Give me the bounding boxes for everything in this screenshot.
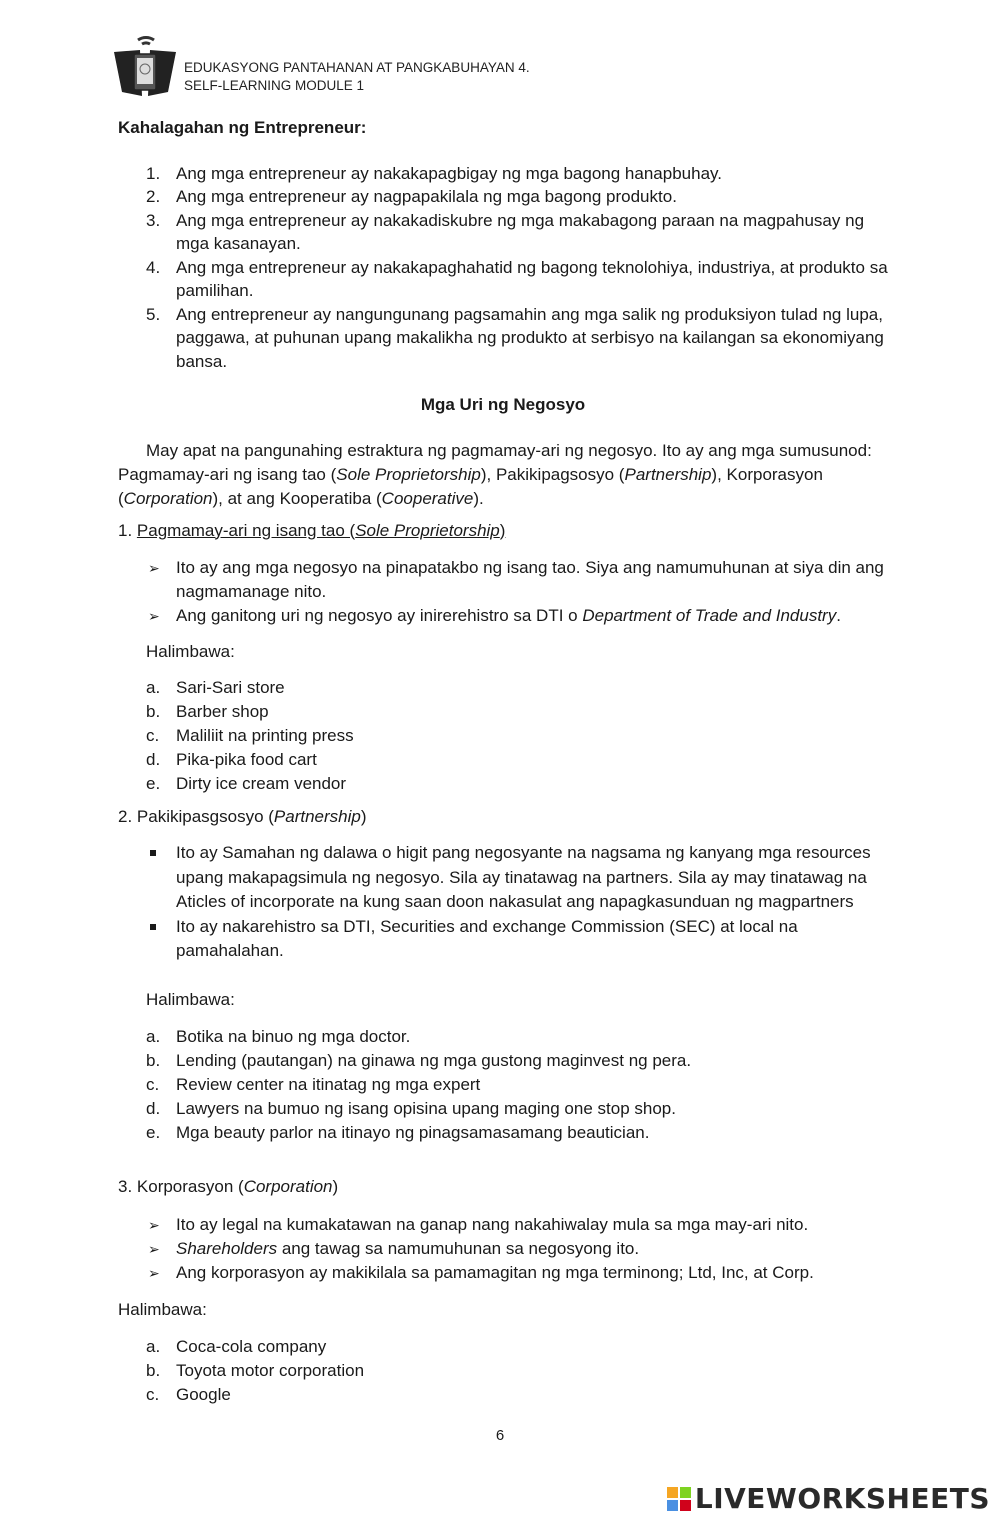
partnership-example-text: Lawyers na bumuo ng isang opisina upang maging one stop shop. [176,1099,676,1119]
sole-bullet-1 [118,556,888,604]
sole-examples [118,676,888,797]
corporation-bullets [118,1213,888,1285]
sole-example-text: Pika-pika food cart [176,750,317,770]
corporation-bullet-3 [118,1261,888,1285]
partnership-example-text: Lending (pautangan) na ginawa ng mga gustong maginvest ng pera. [176,1051,692,1071]
sole-example-text: Dirty ice cream vendor [176,774,347,794]
sole-heading-text: Pagmamay-ari ng isang tao ( [136,520,356,540]
module-header [184,59,530,95]
corporation-heading-text: 3. Korporasyon ( [118,1177,244,1197]
sole-example-marker: a. [146,677,161,697]
sole-example-text: Barber shop [176,701,269,721]
importance-item [118,209,888,256]
importance-text: Ang mga entrepreneur ay nakakadiskubre ng mga makabagong paraan na magpahusay ng mga kasanayan. [176,210,865,253]
partnership-bullet-1 [118,841,888,915]
corporation-bullet-1-text: Ito ay legal na kumakatawan na ganap nang nakahiwalay mula sa mga may-ari nito. [176,1214,809,1234]
intro-text-4: ), at ang Kooperatiba ( [212,488,382,508]
partnership-bullets [118,841,888,964]
importance-text: Ang entrepreneur ay nangungunang pagsamahin ang mga salik ng produksiyon tulad ng lupa, paggawa, at puhunan upang makalikha ng produkto at serbisyo na kailangan sa ekonomiyang bansa. [176,304,884,371]
corporation-example-marker: c. [146,1385,160,1405]
sole-heading [118,519,888,543]
partnership-examples [118,1025,888,1145]
types-intro [118,439,888,511]
partnership-example-item [118,1049,888,1073]
corporation-example-text: Coca-cola company [176,1337,327,1357]
square-bullet-icon [150,850,156,856]
intro-text-3: ), Korporasyon ( [118,464,823,508]
module-logo-icon [112,30,180,100]
corporation-example-text: Toyota motor corporation [176,1361,365,1381]
sole-example-marker: d. [146,750,161,770]
types-title: Mga Uri ng Negosyo [420,395,586,414]
partnership-heading-italic: Partnership [273,806,361,826]
partnership-bullet-1-text: Ito ay Samahan ng dalawa o higit pang negosyante na nagsama ng kanyang mga resources upang makapagsimula ng negosyo. Sila ay tinatawag na partners. Sila ay may tinatawag na Aticles of incorporate na kung saan doon nakasulat ang napagkasunduan ng magpartners [176,843,871,912]
corporation-heading [118,1175,888,1199]
partnership-example-item [118,1073,888,1097]
importance-title: Kahalagahan ng Entrepreneur: [118,118,367,137]
partnership-examples-label: Halimbawa: [146,989,235,1009]
sole-bullet-2-italic: Department of Trade and Industry [582,606,837,625]
importance-item [118,162,888,186]
header-line-2: SELF-LEARNING MODULE 1 [184,78,365,93]
arrow-bullet-icon: ➢ [148,560,160,576]
sole-heading-close: ) [499,520,506,540]
partnership-example-item [118,1097,888,1121]
sole-example-item [118,748,888,772]
partnership-heading [118,805,888,829]
intro-text-5: ). [473,488,484,508]
intro-partnership: Partnership [624,464,712,484]
intro-text-2: ), Pakikipagsosyo ( [480,464,625,484]
sole-bullet-1-text: Ito ay ang mga negosyo na pinapatakbo ng isang tao. Siya ang namumuhunan at siya din ang nagmamanage nito. [176,558,884,601]
importance-marker: 3. [146,210,161,230]
importance-item [118,185,888,209]
sole-bullet-2-end: . [836,606,841,625]
sole-example-item [118,676,888,700]
arrow-bullet-icon: ➢ [148,1264,160,1281]
corporation-examples [118,1335,888,1407]
arrow-bullet-icon: ➢ [148,608,160,624]
sole-example-item [118,724,888,748]
sole-example-marker: c. [146,725,160,745]
importance-text: Ang mga entrepreneur ay nakakapagbigay ng mga bagong hanapbuhay. [176,163,722,183]
intro-text-1: May apat na pangunahing estraktura ng pagmamay-ari ng negosyo. Ito ay ang mga sumusunod: Pagmamay-ari ng isang tao ( [118,440,872,484]
partnership-example-text: Mga beauty parlor na itinayo ng pinagsamasamang beautician. [176,1123,650,1143]
importance-marker: 5. [146,304,161,324]
importance-item [118,303,888,374]
importance-marker: 4. [146,257,161,277]
partnership-example-item [118,1121,888,1145]
partnership-example-marker: b. [146,1051,161,1071]
sole-example-marker: e. [146,774,161,794]
arrow-bullet-icon: ➢ [148,1216,160,1233]
intro-corporation: Corporation [123,488,213,508]
sole-example-marker: b. [146,701,161,721]
partnership-example-item [118,1025,888,1049]
square-bullet-icon [150,924,156,930]
importance-text: Ang mga entrepreneur ay nagpapakilala ng mga bagong produkto. [176,187,677,206]
sole-bullet-2-text: Ang ganitong uri ng negosyo ay inirerehistro sa DTI o [176,606,583,625]
corporation-bullet-2-italic: Shareholders [176,1238,278,1258]
partnership-bullet-2-text: Ito ay nakarehistro sa DTI, Securities and exchange Commission (SEC) at local na pamahalahan. [176,916,798,961]
intro-sole: Sole Proprietorship [336,464,481,484]
header-line-1: EDUKASYONG PANTAHANAN AT PANGKABUHAYAN 4. [184,60,530,75]
importance-list [118,162,888,374]
sole-bullets [118,556,888,628]
sole-bullet-2 [118,604,888,628]
partnership-example-marker: e. [146,1123,161,1143]
corporation-example-item [118,1359,888,1383]
corporation-bullet-3-text: Ang korporasyon ay makikilala sa pamamagitan ng mga terminong; Ltd, Inc, at Corp. [176,1262,814,1282]
sole-example-item [118,700,888,724]
sole-example-text: Sari-Sari store [176,677,285,697]
partnership-example-text: Botika na binuo ng mga doctor. [176,1027,411,1047]
partnership-example-marker: a. [146,1027,161,1047]
brand-text: LIVEWORKSHEETS [694,1482,990,1515]
corporation-bullet-1 [118,1213,888,1237]
corporation-example-text: Google [176,1385,231,1405]
importance-text: Ang mga entrepreneur ay nakakapaghahatid ng bagong teknolohiya, industriya, at produkto sa pamilihan. [176,257,888,300]
liveworksheets-brand [667,1482,990,1515]
corporation-example-marker: a. [146,1337,161,1357]
importance-marker: 1. [146,163,161,183]
arrow-bullet-icon: ➢ [148,1240,160,1257]
corporation-heading-close: ) [332,1177,339,1197]
partnership-heading-close: ) [360,806,367,826]
intro-cooperative: Cooperative [381,488,474,508]
corporation-bullet-2 [118,1237,888,1261]
page-content [118,116,888,1407]
sole-heading-prefix: 1. [118,520,137,540]
corporation-examples-label: Halimbawa: [118,1299,207,1319]
corporation-example-marker: b. [146,1361,161,1381]
corporation-heading-italic: Corporation [243,1177,333,1197]
corporation-example-item [118,1383,888,1407]
corporation-example-item [118,1335,888,1359]
partnership-bullet-2 [118,915,888,964]
sole-example-item [118,772,888,796]
corporation-bullet-2-text: ang tawag sa namumuhunan sa negosyong ito. [277,1238,640,1258]
partnership-example-text: Review center na itinatag ng mga expert [176,1075,481,1095]
page-number: 6 [495,1427,505,1444]
partnership-example-marker: c. [146,1075,160,1095]
sole-example-text: Maliliit na printing press [176,725,354,745]
importance-marker: 2. [146,187,161,206]
sole-examples-label: Halimbawa: [146,642,235,661]
liveworksheets-logo-icon [667,1487,691,1514]
importance-item [118,256,888,303]
partnership-example-marker: d. [146,1099,161,1119]
sole-heading-italic: Sole Proprietorship [355,520,500,540]
partnership-heading-text: 2. Pakikipasgsosyo ( [118,806,274,826]
